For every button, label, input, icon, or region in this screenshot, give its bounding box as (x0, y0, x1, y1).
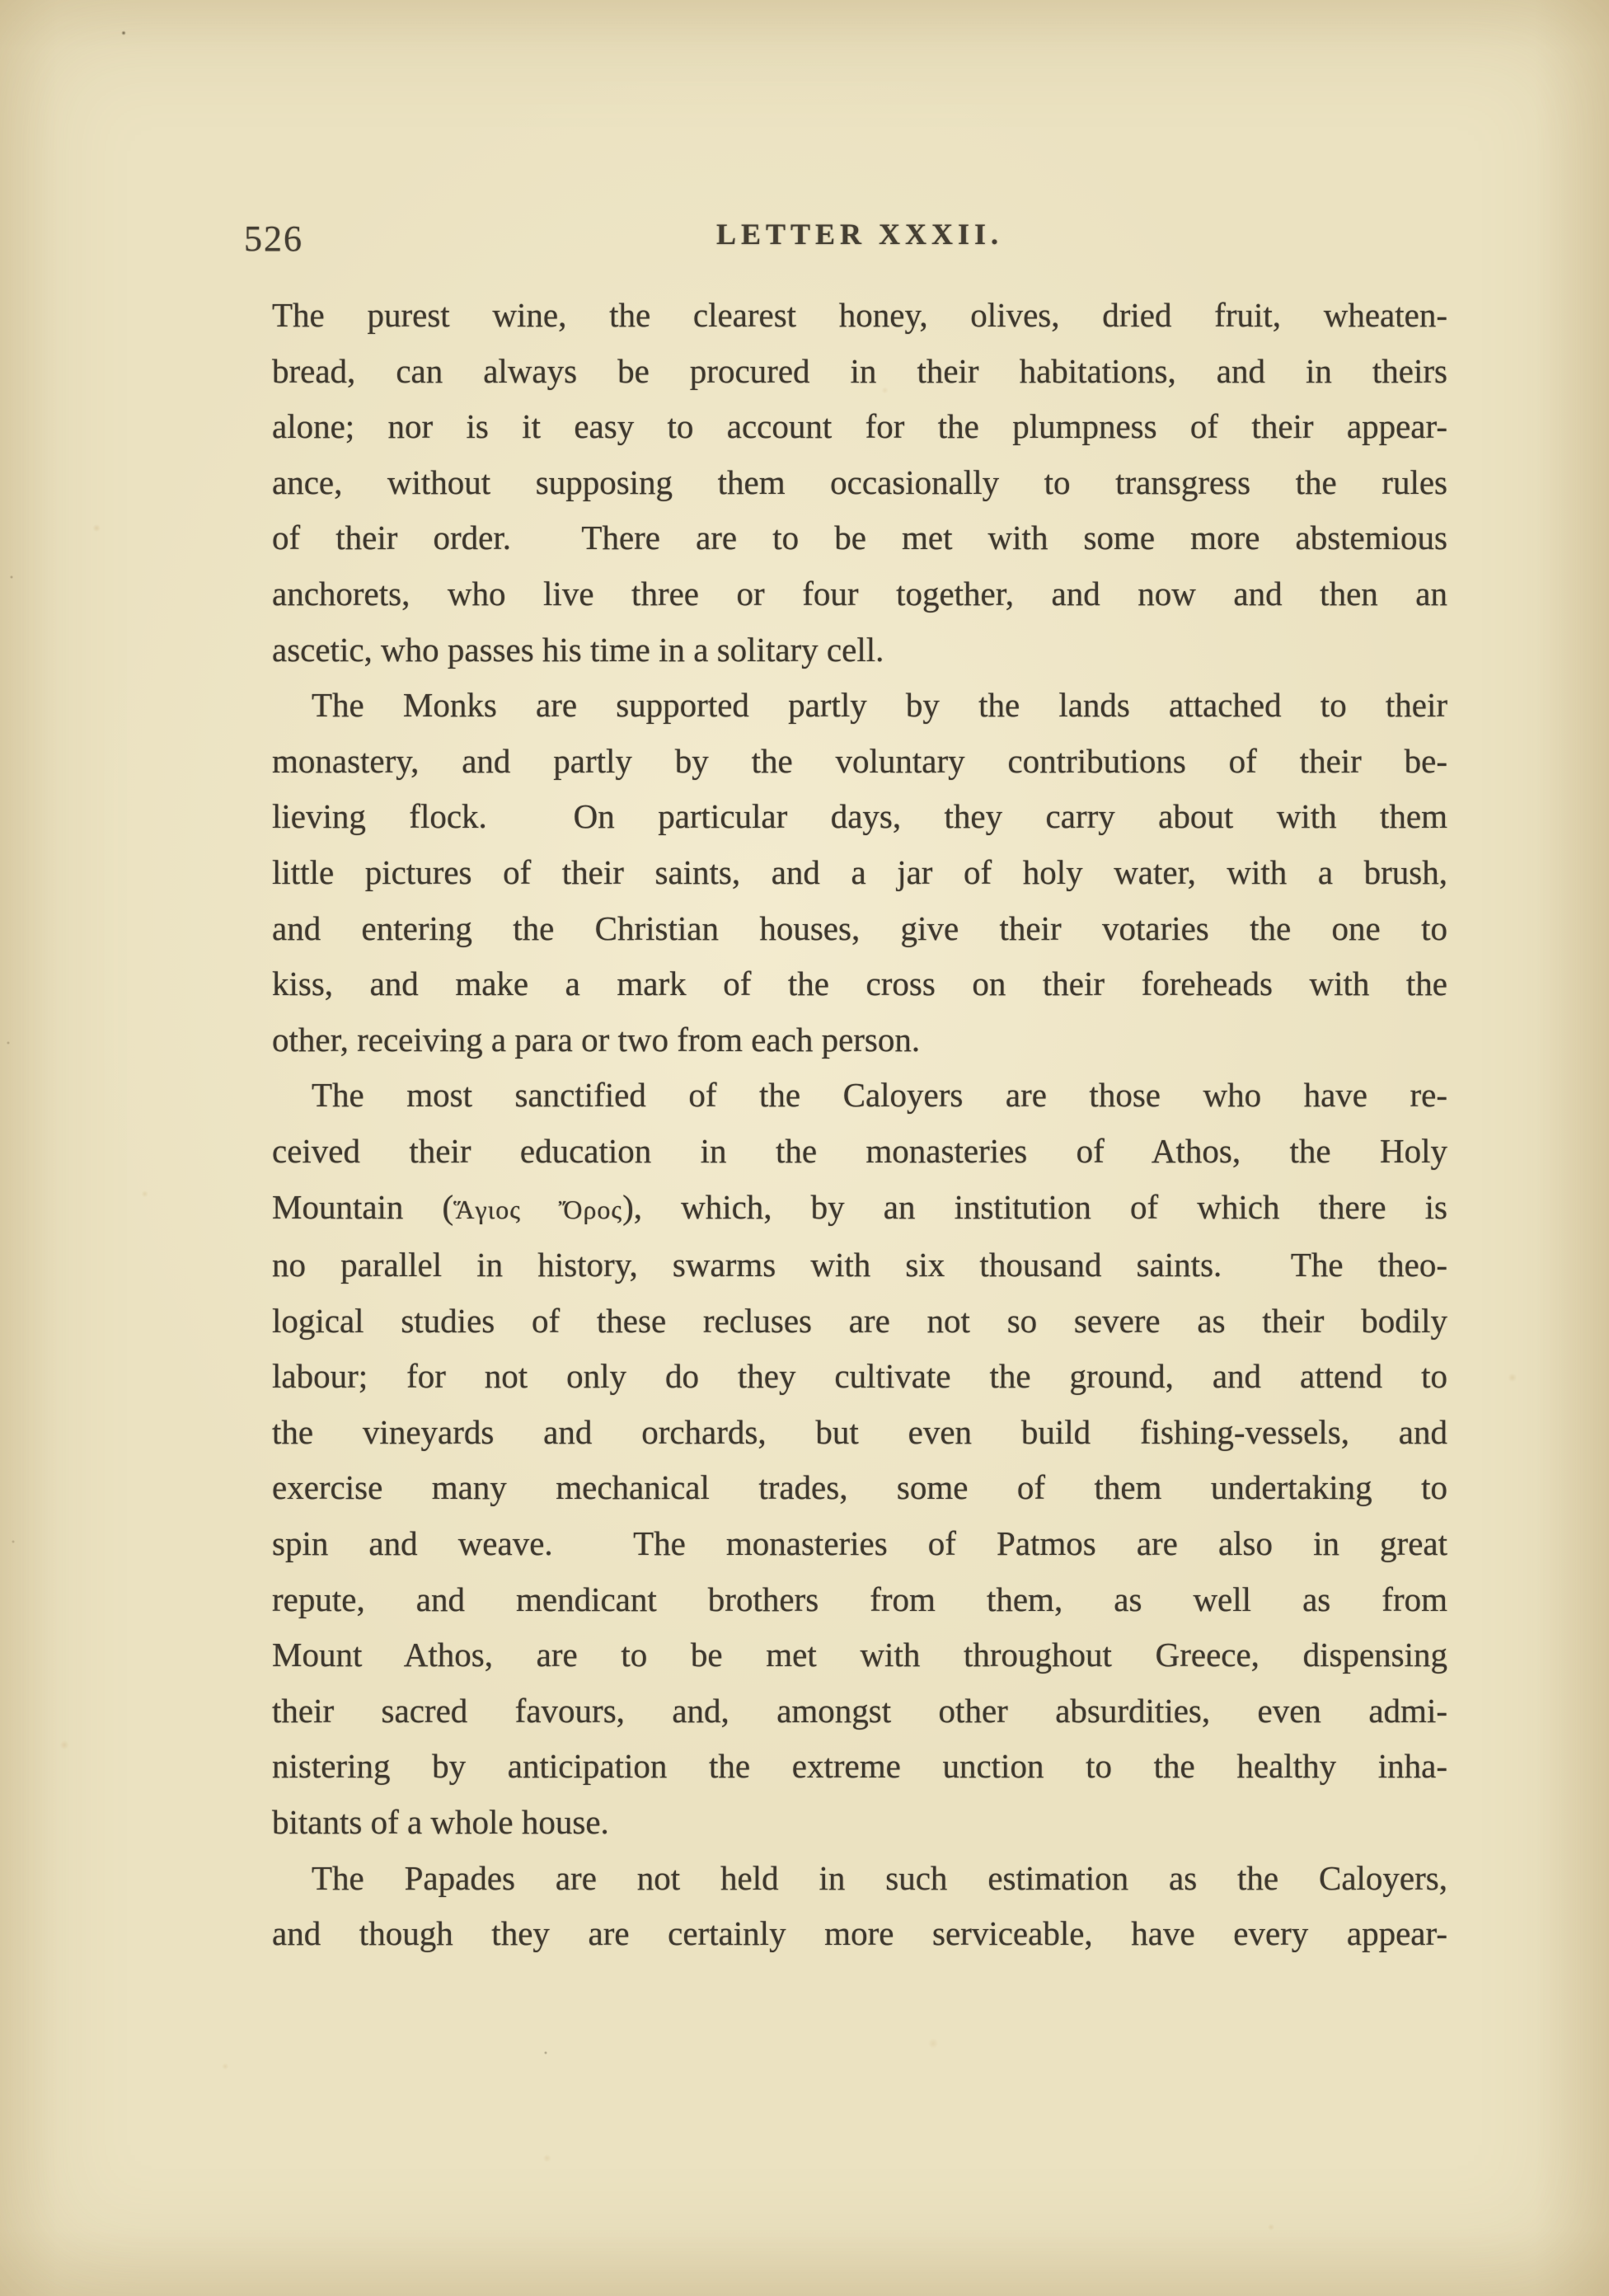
text-line: bread, can always be procured in their habitations, and in theirs (272, 351, 1447, 390)
page-text (272, 288, 1447, 1962)
text-line: lieving flock. On particular days, they carry about with them (272, 797, 1447, 836)
text-line: other, receiving a para or two from each person. (272, 1020, 921, 1059)
text-line: and entering the Christian houses, give their votaries the one to (272, 909, 1447, 947)
running-title: LETTER XXXII. (715, 218, 1004, 251)
paragraph-2 (272, 678, 1447, 1068)
text-line: of their order. There are to be met with some more abstemious (272, 519, 1447, 557)
greek-text: Ἅγιος Ὄρος (453, 1195, 623, 1224)
text-line: ceived their education in the monasteries of Athos, the Holy (272, 1131, 1447, 1170)
text-segment: Mountain ( (272, 1187, 454, 1226)
text-segment: ), which, by an institution of which there is (622, 1187, 1447, 1226)
text-line: ance, without supposing them occasionally to transgress the rules (272, 462, 1447, 501)
text-line: exercise many mechanical trades, some of them undertaking to (272, 1468, 1447, 1507)
text-line: labour; for not only do they cultivate the ground, and attend to (272, 1357, 1447, 1396)
paragraph-4 (272, 1851, 1447, 1962)
text-line: and though they are certainly more serviceable, have every appear- (272, 1914, 1447, 1953)
text-line: spin and weave. The monasteries of Patmos are also in great (272, 1524, 1447, 1563)
text-line: anchorets, who live three or four together, and now and then an (272, 574, 1447, 613)
text-line: bitants of a whole house. (272, 1803, 609, 1842)
paragraph-1 (272, 288, 1447, 678)
text-line: logical studies of these recluses are not so severe as their bodily (272, 1301, 1447, 1340)
text-line: Mount Athos, are to be met with throughout Greece, dispensing (272, 1636, 1447, 1674)
text-line: The Monks are supported partly by the lands attached to their (312, 686, 1447, 725)
text-line: The Papades are not held in such estimation as the Caloyers, (312, 1858, 1447, 1897)
page-number: 526 (244, 218, 303, 259)
text-line: nistering by anticipation the extreme unction to the healthy inha- (272, 1747, 1447, 1786)
text-line (272, 1180, 1447, 1238)
text-line: The purest wine, the clearest honey, olives, dried fruit, wheaten- (272, 296, 1447, 334)
text-line: the vineyards and orchards, but even build fishing-vessels, and (272, 1412, 1447, 1451)
text-line: their sacred favours, and, amongst other absurdities, even admi- (272, 1691, 1447, 1730)
text-line: little pictures of their saints, and a jar of holy water, with a brush, (272, 852, 1447, 891)
text-line: kiss, and make a mark of the cross on their foreheads with the (272, 965, 1447, 1003)
text-line: no parallel in history, swarms with six thousand saints. The theo- (272, 1246, 1447, 1284)
text-line: The most sanctified of the Caloyers are those who have re- (312, 1076, 1447, 1115)
text-line: ascetic, who passes his time in a solitary cell. (272, 630, 884, 669)
text-line: repute, and mendicant brothers from them, as well as from (272, 1580, 1447, 1618)
text-line: alone; nor is it easy to account for the plumpness of their appear- (272, 407, 1447, 446)
paragraph-3 (272, 1068, 1447, 1850)
text-line: monastery, and partly by the voluntary contributions of their be- (272, 741, 1447, 780)
